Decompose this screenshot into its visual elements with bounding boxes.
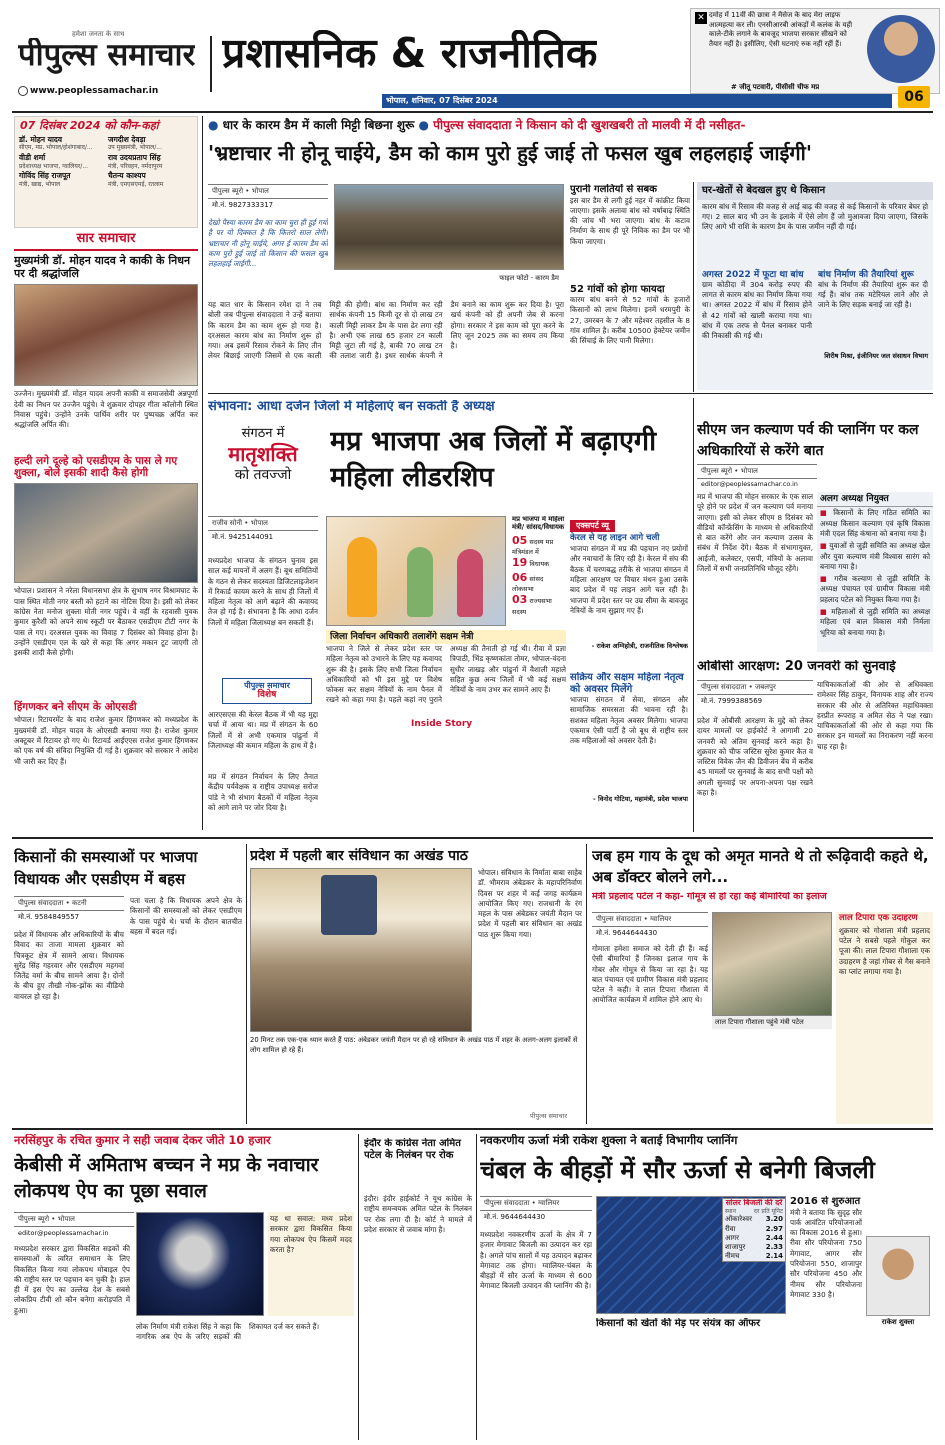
lead-kicker bbox=[208, 118, 933, 136]
col-divider bbox=[358, 1134, 359, 1440]
section-rule bbox=[208, 393, 933, 394]
page-rule-mid bbox=[12, 837, 933, 839]
kbc-text-1: मध्यप्रदेश सरकार द्वारा विकसित सड़कों की समस्याओं के त्वरित समाधान के लिए विकसित किया गया लोकपथ मोबाइल ऐप की राष्ट्रीय स्तर पर पहचान बन चुकी है। हाल ही में इस ऐप का उल्लेख देश के सबसे लोकप्रिय टीवी शो कौन बनेगा करोड़पति में हुआ। bbox=[14, 1244, 130, 1315]
kisan-title: घर-खेतों से बेदखल हुए थे किसान bbox=[697, 182, 933, 200]
who-where-box bbox=[14, 116, 198, 228]
kisano-headline: किसानों की समस्याओं पर भाजपा विधायक और एसडीएम में बहस bbox=[14, 848, 198, 888]
lead-photo-dam bbox=[334, 184, 564, 270]
samvidhan-text: भोपाल। संविधान के निर्माता बाबा साहेब डॉ. भीमराव अंबेडकर के महापरिनिर्वाण दिवस पर शहर में कई जगह कार्यक्रम आयोजित किए गए। राजधानी के रंग महल के पास अंबेडकर जयंती मैदान पर प्रदेश में पहली बार संविधान का अखंड पाठ शुरू किया गया। bbox=[478, 868, 582, 939]
solar-table-row: आगर 2.44 bbox=[725, 1233, 783, 1242]
expert-headline: केरल से यह लाइन आगे चली bbox=[570, 533, 660, 544]
sar-headline-2: हल्दी लगे दूल्हे को एसडीएम के पास ले गए शुक्ला, बोले इसकी शादी कैसे होगी bbox=[14, 455, 178, 480]
bjp-stat: 06 सांसद लोकसभा bbox=[512, 570, 544, 593]
special-brand: पीपुल्स समाचार bbox=[244, 681, 290, 690]
urja-caption: किसानों को खेतों की मेड़ पर संयंत्र का ऑफर bbox=[596, 1318, 761, 1329]
cm-bullet: ■ गरीब कल्याण से जुड़ी समिति के अध्यक्ष पंचायत एवं ग्रामीण विकास मंत्री प्रहलाद पटेल को नियुक्त किया गया है। bbox=[817, 573, 933, 606]
kisan-sub-2: बांध निर्माण की तैयारियां शुरू bbox=[818, 269, 914, 280]
obc-reporter: पीपुल्स संवाददाता • जबलपुर bbox=[697, 680, 813, 695]
section-title: प्रशासनिक & राजनीतिक bbox=[222, 30, 598, 77]
sar-samachar bbox=[14, 232, 198, 830]
sakriya-credit: - विनोद गोटिया, महामंत्री, प्रदेश भाजपा bbox=[593, 795, 688, 803]
website-link[interactable]: www.peoplessamachar.in bbox=[30, 86, 159, 96]
indore-headline: इंदौर के कांग्रेस नेता अमित पटेल के निलंबन पर रोक bbox=[364, 1138, 461, 1161]
kbc-kicker: नरसिंहपुर के रचित कुमार ने सही जवाब देकर जीते 10 हजार bbox=[14, 1134, 271, 1147]
kisano-byline bbox=[14, 896, 124, 924]
lead-byline bbox=[208, 184, 328, 212]
kicker-bullet-icon: ● bbox=[208, 118, 223, 132]
gay-byline bbox=[592, 912, 708, 940]
cm-headline: सीएम जन कल्याण पर्व की प्लानिंग पर कल अधिकारियों से करेंगे बात bbox=[697, 422, 919, 459]
bjp-stats bbox=[512, 516, 566, 630]
expert-tag: एक्सपर्ट व्यू bbox=[570, 520, 615, 532]
who-where-list bbox=[15, 136, 197, 189]
urja-kicker: नवकरणीय ऊर्जा मंत्री राकेश शुक्ला ने बताई विभागीय प्लानिंग bbox=[480, 1134, 738, 1147]
kisan-box bbox=[697, 182, 933, 390]
cm-bullet: ■ महिलाओं से जुड़ी समिति का अध्यक्ष महिला एवं बाल विकास मंत्री निर्मला भूरिया को बनाया गया है। bbox=[817, 606, 933, 639]
globe-icon bbox=[18, 86, 28, 96]
bjp-cartoon bbox=[326, 516, 506, 626]
page-number-badge bbox=[898, 86, 930, 108]
cm-text: मप्र में भाजपा की मोहन सरकार के एक साल पूरे होने पर प्रदेश में जन कल्याण पर्व मनाया जाएगा। इसी को लेकर सीएम 8 दिसंबर को वीडियो कॉन्फ्रेंसिंग के माध्यम से अधिकारियों से बात करेंगे और जन कल्याण उत्सव के संबंध में निर्देश देंगे। बैठक में संभागायुक्त, आईजी, कलेक्टर, एसपी, मंत्रियों के अलावा जिलों में सभी जनप्रतिनिधि मौजूद रहेंगे। bbox=[697, 492, 813, 574]
solar-table-row: रीवा 2.97 bbox=[725, 1224, 783, 1233]
lead-kicker-1: धार के कारम डैम में काली मिट्टी बिछना शुरू bbox=[222, 118, 415, 132]
lead-mobile: मो.नं. 9827333317 bbox=[212, 201, 274, 210]
kisan-text-2: ग्राम कोठीदा में 304 करोड़ रुपए की लागत से कारम बांध का निर्माण किया गया था। अगस्त 2022 में बांध में रिसाव होने से 42 गांवों को खाली कराया गया था। बांध में एक तरफ से पैनल बनाकर पानी की निकासी की गई थी। bbox=[702, 279, 812, 341]
kbc-byline bbox=[14, 1212, 134, 1240]
masthead-tagline: हमेशा जनता के साथ bbox=[72, 30, 125, 38]
bjp-text-1: मध्यप्रदेश भाजपा के संगठन चुनाव इस साल कई मायनों में अलग हैं। बूथ समितियों के गठन से लेकर सदस्यता डिजिटलाइजेशन में रिकार्ड कायम करने के साथ ही जिलों में महिला नेतृत्व को आगे बढ़ाने की कवायद तेज हो गई है। संभावना है कि आधा दर्जन जिलों में महिला जिलाध्यक्ष बन सकती हैं। bbox=[208, 556, 318, 627]
col-divider-left bbox=[202, 116, 203, 830]
obc-mobile: मो.नं. 7999388569 bbox=[701, 697, 763, 706]
bjp-text-2: आरएसएस की केरल बैठक में भी यह मुद्दा चर्चा में आया था। मप्र में संगठन के 60 जिलों में से अभी एकमात्र पांढुर्ना में जिलाध्यक्ष की कमान महिला के हाथ में है। bbox=[208, 710, 318, 750]
kbc-text-2: लोक निर्माण मंत्री राकेश सिंह ने कहा कि नागरिक अब ऐप के जरिए सड़कों की शिकायत दर्ज कर सकते हैं। bbox=[136, 1322, 320, 1342]
quote-attribution: # जीतू पटवारी, पीसीसी चीफ मप्र bbox=[731, 83, 820, 91]
masthead-rule bbox=[12, 111, 933, 113]
kbc-headline: केबीसी में अमिताभ बच्चन ने मप्र के नवाचार लोकपथ ऐप का पूछा सवाल bbox=[14, 1154, 319, 1202]
solar-table-title: सोलर बिजली की दरें bbox=[725, 1198, 783, 1207]
kbc-side-text: यह था सवाल: मध्य प्रदेश सरकार द्वारा विकसित किया गया लोकपथ ऐप किसमें मदद करता है? bbox=[268, 1212, 354, 1316]
urja-mobile: मो.नं. 9644644430 bbox=[484, 1213, 546, 1222]
col-divider bbox=[246, 844, 247, 1124]
gay-text: गोमाता हमेशा समाज को देती ही हैं। कई ऐसी बीमारियां हैं जिनका इलाज गाय के गोबर और गोमूत्र से किया जा रहा है। यह बात पंचायत एवं ग्रामीण विकास मंत्री प्रहलाद पटेल ने कही। वे लाल टिपारा गौशाला में आयोजित कार्यक्रम में शामिल होने आए थे। bbox=[592, 944, 708, 1005]
bjp-side-label bbox=[208, 426, 318, 506]
cm-reporter: पीपुल्स ब्यूरो • भोपाल bbox=[697, 464, 817, 479]
bjp-stats-title: मप्र भाजपा में महिला मंत्री/ सांसद/विधायक bbox=[512, 516, 565, 531]
kbc-reporter: पीपुल्स ब्यूरो • भोपाल bbox=[14, 1212, 134, 1227]
bjp-side-2: मातृशक्ति bbox=[228, 441, 298, 466]
special-label: विशेष bbox=[257, 690, 277, 701]
urja-text: मध्यप्रदेश नवकरणीय ऊर्जा के क्षेत्र में 7 हजार मेगावाट बिजली का उत्पादन कर रहा है। अगले पांच सालों में यह उत्पादन बढ़ाकर मेगावाट तक होगा। ग्वालियर-चंबल के बीहड़ों में सौर ऊर्जा के माध्यम से 600 मेगावाट बिजली उत्पादन की प्लानिंग की है। bbox=[480, 1230, 592, 1291]
page-rule-bottom bbox=[12, 1128, 933, 1130]
cm-bullet: ■ किसानों के लिए गठित समिति का अध्यक्ष किसान कल्याण एवं कृषि विकास मंत्री एदल सिंह कंषाना को बनाया गया है। bbox=[817, 507, 933, 540]
masthead bbox=[0, 0, 945, 110]
sar-text-1: उज्जैन। मुख्यमंत्री डॉ. मोहन यादव अपनी काकी व समाजसेवी अन्नपूर्णा देवी का निधन पर उज्जैन पहुंचे। वे शुक्रवार दोपहर गीता कॉलोनी स्थित निवास पहुंचे। उन्होंने उनके पार्थिव शरीर पर पुष्पचक्र अर्पित कर श्रद्धांजलि अर्पित की। bbox=[14, 389, 198, 430]
sakriya-headline: सक्रिय और सक्षम महिला नेतृत्व को अवसर मिलेंगे bbox=[570, 672, 684, 695]
solar-table-row: नीमच 2.14 bbox=[725, 1251, 783, 1260]
kisan-text-3: बांध के निर्माण की तैयारियां शुरू कर दी गई हैं। बांध तक मटेरियल लाने और ले जाने के लिए सड़क बनाई जा रही है। bbox=[818, 279, 928, 310]
sakriya-box bbox=[570, 672, 688, 832]
sar-photo-1 bbox=[14, 284, 198, 386]
samvidhan-photo bbox=[250, 868, 472, 1032]
sar-headline-1: मुख्यमंत्री डॉ. मोहन यादव ने काकी के निधन पर दी श्रद्धांजलि bbox=[14, 253, 191, 280]
urja-byline bbox=[480, 1196, 592, 1224]
special-tag bbox=[222, 678, 312, 704]
gay-photo-caption: लाल टिपारा गौशाला पहुंचे मंत्री पटेल bbox=[712, 1016, 832, 1029]
lead-headline: 'भ्रष्टाचार नी होनू चाईये, डैम को काम पुरो हुई जाई तो फसल खुब लहलहाई जाईगी' bbox=[208, 141, 812, 165]
kisan-sub-1: अगस्त 2022 में फूटा था बांध bbox=[702, 269, 804, 280]
gay-box bbox=[836, 912, 933, 1124]
lead-sidebar bbox=[570, 184, 690, 390]
cm-bullet: ■ युवाओं से जुड़ी समिति का अध्यक्ष खेल और युवा कल्याण मंत्री विश्वास सारंग को बनाया गया है। bbox=[817, 540, 933, 573]
quote-box bbox=[690, 8, 940, 94]
urja-headline: चंबल के बीहड़ों में सौर ऊर्जा से बनेगी बिजली bbox=[480, 1156, 875, 1184]
inside-story-tag: Inside Story bbox=[408, 718, 475, 730]
bjp-stat: 19 विधायक bbox=[512, 556, 550, 570]
solar-rate-table bbox=[722, 1198, 786, 1262]
obc-text-2: याचिकाकर्ताओं की ओर से अधिवक्ता रामेश्वर सिंह ठाकुर, विनायक शाह और राज्य सरकार की ओर से अतिरिक्त महाधिवक्ता हरप्रीत रूपराह व अमित सेठ ने पक्ष रखा। याचिकाकर्ताओं की ओर से कहा गया कि सरकार इन मामलों का निराकरण नहीं करना चाह रहा है। bbox=[817, 680, 933, 751]
lead-photo-caption: फाइल फोटो - कारम डैम bbox=[499, 274, 559, 282]
expert-view bbox=[570, 520, 688, 668]
urja-reporter: पीपुल्स संवाददाता • ग्वालियर bbox=[480, 1196, 592, 1211]
obc-text-1: प्रदेश में ओबीसी आरक्षण के मुद्दे को लेकर दायर मामलों पर हाईकोर्ट ने आगामी 20 जनवरी को अंतिम सुनवाई करने कहा है। शुक्रवार को चीफ जस्टिस सुरेश कुमार कैत व जस्टिस विवेक जैन की डिवीजन बेंच में करीब 45 मामलों पर सुनवाई के बाद सभी पक्षों को अगली सुनवाई पर अपना-अपना पक्ष रखने कहा है। bbox=[697, 716, 813, 798]
bjp-side-1: संगठन में bbox=[241, 426, 285, 441]
lead-sub-2: 52 गांवों को होगा फायदा bbox=[570, 283, 665, 295]
kbc-email: editor@peoplessamachar.in bbox=[18, 1229, 109, 1238]
urja-box bbox=[790, 1196, 933, 1438]
bjp-mobile: मो.नं. 9425144091 bbox=[212, 533, 274, 542]
samvidhan-headline: प्रदेश में पहली बार संविधान का अखंड पाठ bbox=[250, 848, 468, 864]
gay-photo bbox=[712, 912, 832, 1016]
lead-kicker-2: पीपुल्स संवाददाता ने किसान को दी खुशखबरी तो मालवी में दी नसीहत- bbox=[433, 118, 746, 132]
cm-email: editor@peoplessamachar.co.in bbox=[701, 481, 798, 489]
lead-sub-1-text: इस बार डैम से लगी हुई नहर में कांक्रीट किया जाएगा। इसके अलावा बांध को वर्षाबाढ़ स्थिति की जांच भी भरा जाएगा। बांध के कटाव निर्माण के साथ ही पूरे निविक का डैम पर भी किया जाएगा। bbox=[570, 195, 690, 246]
lead-intro: देखो पैस्या कारम डैम का काम चुरा ही हुई गयो है पर यो दिक्कत है कि कितरो साल लेगी। भ्रष्टाचार नी होनू चाईये, अगर ई कारम डैम को काम पुरो हुई जाई तो किसान की फसल खुब लहलहाई जाईगी... bbox=[208, 218, 328, 269]
gay-box-text: शुक्रवार को गोशाला मंत्री प्रहलाद पटेल ने सबसे पहले गोकुल कर पूजा की। लाल टिपारा गौशाला एक उदाहरण है जहां गोबर से गैस बनाने का प्लांट लगाया गया है। bbox=[839, 925, 930, 976]
cm-box-title: अलग अध्यक्ष नियुक्त bbox=[817, 492, 933, 507]
col-divider bbox=[693, 398, 694, 832]
solar-table-row: शाजापुर 2.33 bbox=[725, 1242, 783, 1251]
kicker-bullet-icon: ● bbox=[418, 118, 434, 132]
masthead-divider bbox=[210, 36, 212, 92]
bjp-byline bbox=[208, 516, 318, 544]
minister-name: राकेश शुक्ला bbox=[881, 1318, 915, 1326]
portrait-photo bbox=[867, 15, 935, 83]
lead-sub-2-text: कारम बांध बनने से 52 गांवों के हजारों किसानों को लाभ मिलेगा। इनमें धरमपुरी के 27, उमरबन के 7 और महेश्वर तहसील के 8 गांव शामिल है। करीब 10500 हेक्टेयर जमीन की सिंचाई के लिए पानी मिलेगा। bbox=[570, 295, 690, 346]
bjp-kicker: संभावना: आधा दर्जन जिलों में महिलाएं बन सकती हैं अध्यक्ष bbox=[208, 400, 495, 414]
col-divider bbox=[476, 1134, 477, 1440]
indore-text: इंदौर। इंदौर हाईकोर्ट ने यूथ कांग्रेस के राष्ट्रीय समन्वयक अमित पटेल के निलंबन पर रोक लगा दी है। कोर्ट ने मामले में प्रदेश सरकार से जवाब मांगा है। bbox=[364, 1194, 472, 1234]
quote-text: दमोह में 11वीं की छात्रा ने मैसेज के बाद मेरा लाइफ आत्महत्या कर ली। एनसीआरबी आंकड़ों में कलंक के यही काले-टीके लगाने के बावजूद भाजपा सरकार सीखने को तैयार नहीं है। इसीलिए, ऐसी घटनाएं रुक नहीं रहीं हैं। bbox=[709, 11, 853, 48]
sar-text-2: भोपाल। प्रशासन ने नरेला विधानसभा क्षेत्र के सुभाष नगर विश्रामघाट के पास स्थित मोती नगर बस्ती को हटाने का नोटिस दिया है। इसी को लेकर कांग्रेस नेता मनोज शुक्ला मोती नगर पहुंचे। वे वहीं के रहवासी युवक कुमार कुरैशी को अपने साथ स्कूटी पर बैठाकर एसडीएम टीटी नगर के पास ले गए। दरअसल युवक का विवाह 7 दिसंबर को विवाह होना है। उन्होंने एसडीएम एल के खरे से कहा कि अगर मकान टूट जाएगी तो इसकी शादी कैसे होगी। bbox=[14, 586, 198, 658]
who-item: राव उदयप्रताप सिंह मंत्री, परिवहन, नर्मदापुरम bbox=[108, 153, 163, 170]
kisano-reporter: पीपुल्स संवाददाता • कटनी bbox=[14, 896, 124, 911]
who-item: जगदीश देवड़ा उप मुख्यमंत्री, भोपाल/... bbox=[108, 134, 162, 152]
who-item: डॉ. मोहन यादव सीएम, मप्र, भोपाल/होशंगाबाद/... bbox=[19, 134, 93, 152]
kisano-text-2: पता चला है कि विधायक अपने क्षेत्र के किसानों की समस्याओं को लेकर एसडीएम के पास पहुंचे थे। चर्चा के दौरान बातचीत बहस में बदल गई। bbox=[130, 896, 242, 936]
x-icon: ✕ bbox=[695, 12, 707, 24]
sar-text-3: भोपाल। रिटायरमेंट के बाद राजेश कुमार हिंगणकर को मध्यप्रदेश के मुख्यमंत्री डॉ. मोहन यादव के ओएसडी बनाया गया है। राजेश कुमार अक्टूबर में रिटायर हो गए थे। रिटायर्ड आईएएस राजेश कुमार हिंगणकर को एक वर्ष की संविदा नियुक्ति दी गई है। शुक्रवार को सरकार ने आदेश भी जारी कर दिए हैं। bbox=[14, 715, 198, 766]
expert-text: भाजपा संगठन में मप्र की पहचान नए प्रयोगों और नवाचारों के लिए रही है। केरल में संघ की बैठक में चरणबद्ध तरीके से भाजपा संगठन में महिला आरक्षण पर विचार मंथन हुआ उसके बाद प्रदेश में यह लाइन आगे चल रही है। भाजपा में प्रदेश स्तर पर उम्र सीमा के बावजूद नेत्रियों के नाम सुझाए गए हैं। bbox=[570, 544, 688, 615]
expert-credit: - राकेश अग्निहोत्री, राजनीतिक विश्लेषक bbox=[591, 642, 688, 651]
sar-headline-3: हिंगणकर बने सीएम के ओएसडी bbox=[14, 701, 137, 714]
sakriya-text: भाजपा संगठन में सेवा, संगठन और सामाजिक समरसता की भावना रही है। सशक्त महिला नेतृत्व अवसर मिलेगा। भाजपा एकमात्र ऐसी पार्टी है जो बूथ से राष्ट्रीय स्तर तक महिलाओं को अवसर देती है। bbox=[570, 695, 688, 746]
brand-logo: पीपुल्स समाचार bbox=[18, 38, 196, 73]
solar-table-row: ओंकारेश्वर 3.20 bbox=[725, 1215, 783, 1224]
page-number: 06 bbox=[904, 89, 924, 105]
who-where-title: 07 दिसंबर 2024 को कौन-कहां bbox=[20, 119, 159, 132]
bjp-headline: मप्र भाजपा अब जिलों में बढ़ाएगी महिला लीडरशिप bbox=[330, 426, 657, 493]
lead-body: यह बात धार के किसान रमेश दा ने तब बोली जब पीपुल्स संवाददाता ने उन्हें बताया कि कारम डैम का काम शुरू हो गया है। दरअसल कारम बांध का निर्माण शुरू हो गया। अब इसमें रिसाव रोकने के लिए तीन लेयर बिछाई जाएगी जिसमें से एक काली मिट्टी की होगी। बांध का निर्माण कर रही सार्थक कंपनी 15 किमी दूर से दो लाख टन काली मिट्टी लाकर डैम के पास ढेर लगा रही है। अभी एक लाख 65 हजार टन काली मिट्टी जुटा ली गई है, बाकी 70 लाख टन की तलाश जारी है। इधर सार्थक कंपनी ने डैम बनाने का काम शुरू कर दिया है। पूरा खर्च कंपनी को ही अपनी जेब से करना होगा। सरकार ने इस काम को पूरा करने के लिए जून 2025 तक का समय तय किया है। bbox=[208, 300, 564, 361]
cartoon-figure bbox=[457, 549, 483, 617]
who-item: गोविंद सिंह राजपूत मंत्री, खाद्य, भोपाल bbox=[19, 171, 71, 189]
gay-subhead: मंत्री प्रहलाद पटेल ने कहा- गोमूत्र से हो रहा कई बीमारियों का इलाज bbox=[592, 892, 827, 902]
bjp-reporter: राजीव सोनी • भोपाल bbox=[208, 516, 318, 531]
bjp-text-4: भाजपा ने जिले से लेकर प्रदेश स्तर पर महिला नेतृत्व को उभारने के लिए यह कवायद शुरू की है। इसके लिए सभी जिला निर्वाचन अधिकारियों को भी इस मुद्दे पर विशेष फोकस कर सक्षम नेत्रियों के नाम पैनल में रखने को कहा गया है। पहले कहां नए पुराने अध्यक्ष की तैनाती हो गई थी। रीवा में प्रज्ञा त्रिपाठी, भिंड कृष्णकांता तोमर, भोपाल-वंदना सुधीर जाखड़ और पांढुर्ना में वैशाली महाले सहित कुछ अन्य जिलों में भी कई सक्षम नेत्रियों के नाम उभर कर सामने आए हैं। bbox=[326, 644, 566, 705]
kbc-photo bbox=[136, 1212, 264, 1316]
obc-byline bbox=[697, 680, 813, 708]
kisan-credit: शिरीष मिश्रा, इंजीनियर जल संसाधन विभाग bbox=[824, 351, 928, 360]
bjp-stat: 05 सदस्य मप्र मंत्रिमंडल में bbox=[512, 533, 554, 556]
samvidhan-caption: 20 मिनट तक एक-एक ध्यान करते हैं पाठ: अंबेडकर जयंती मैदान पर हो रहे संविधान के अखंड पाठ में शहर के अलग-अलग इलाकों से लोग शामिल हो रहे हैं। bbox=[250, 1036, 578, 1054]
sar-title: सार समाचार bbox=[14, 232, 198, 251]
col-divider bbox=[693, 182, 694, 392]
obc-headline: ओबीसी आरक्षण: 20 जनवरी को सुनवाई bbox=[697, 660, 896, 674]
cartoon-figure bbox=[347, 537, 377, 617]
bjp-card-title: जिला निर्वाचन अधिकारी तलाशेंगे सक्षम नेत्री bbox=[326, 630, 566, 644]
bjp-text-3: मप्र में संगठन निर्वाचन के लिए तैनात केंद्रीय पर्यवेक्षक व राष्ट्रीय उपाध्यक्ष सरोज पांडे ने भी संभाग बैठकों में महिला नेतृत्व को आगे लाने पर जोर दिया है। bbox=[208, 772, 318, 812]
dateline: भोपाल, शनिवार, 07 दिसंबर 2024 bbox=[386, 96, 498, 105]
kisano-text-1: प्रदेश में विधायक और अधिकारियों के बीच विवाद का ताजा मामला शुक्रवार को चित्रकूट क्षेत्र में सामने आया। विधायक सुरेंद्र सिंह गहरवार और एसडीएम महगवां जितेंद्र वर्मा के बीच सामने आया है। दोनों के बीच हुए तीखी नोक-झोंक का वीडियो वायरल हो रहा है। bbox=[14, 930, 124, 1001]
lead-reporter: पीपुल्स ब्यूरो • भोपाल bbox=[208, 184, 328, 199]
cm-byline bbox=[697, 464, 817, 491]
gay-box-title: लाल टिपारा एक उदाहरण bbox=[839, 913, 918, 923]
kisan-text-1: कारम बांध में रिसाव की वजह से आई बाढ़ की वजह से कई किसानों के परिवार बेघर हो गए। 2 साल बाद भी उन के इलाके में ऐसे लोग हैं जो मुआवजा दिया जाएगा, जिसके लिए आगे भी राशि के कारण डैम के पास जमीन नहीं दी गई। bbox=[702, 201, 928, 232]
samvidhan-credit: पीपुल्स समाचार bbox=[530, 1112, 567, 1120]
solar-table-header: स्थान दर प्रति यूनिट bbox=[725, 1207, 783, 1215]
ambedkar-portrait bbox=[321, 875, 377, 935]
who-item: वीडी शर्मा प्रदेशाध्यक्ष भाजपा, ग्वालियर/... bbox=[19, 153, 89, 170]
urja-box-title: 2016 से शुरुआत bbox=[790, 1196, 861, 1207]
kisano-mobile: मो.नं. 9584849557 bbox=[18, 913, 80, 922]
minister-photo bbox=[866, 1236, 930, 1316]
cartoon-figure bbox=[407, 547, 433, 617]
bjp-stat: 03 राज्यसभा सदस्य bbox=[512, 593, 552, 616]
lead-sub-1: पुरानी गलतियों से सबक bbox=[570, 184, 657, 195]
urja-box-text: मंत्री ने बताया कि सुदृढ़ सौर पार्क आवंटित परियोजनाओं का विकास 2016 से हुआ। रीवा सौर परियोजना 750 मेगावाट, आगर सौर परियोजना 550, शाजापुर सौर परियोजना 450 और नीमच सौर परियोजना मेगावाट 330 है। bbox=[790, 1207, 862, 1299]
sar-photo-2 bbox=[14, 483, 198, 583]
col-divider bbox=[586, 844, 587, 1124]
cm-box bbox=[817, 492, 933, 652]
bjp-side-3: को तवज्जो bbox=[234, 466, 292, 483]
gay-reporter: पीपुल्स संवाददाता • ग्वालियर bbox=[592, 912, 708, 927]
gay-mobile: मो.नं. 9644644430 bbox=[596, 929, 658, 938]
who-item: चैतन्य काश्यप मंत्री, एमएसएमई, रतलाम bbox=[108, 171, 164, 189]
gay-headline: जब हम गाय के दूध को अमृत मानते थे तो रूढ़िवादी कहते थे, अब डॉक्टर बोलने लगे... bbox=[592, 847, 929, 886]
